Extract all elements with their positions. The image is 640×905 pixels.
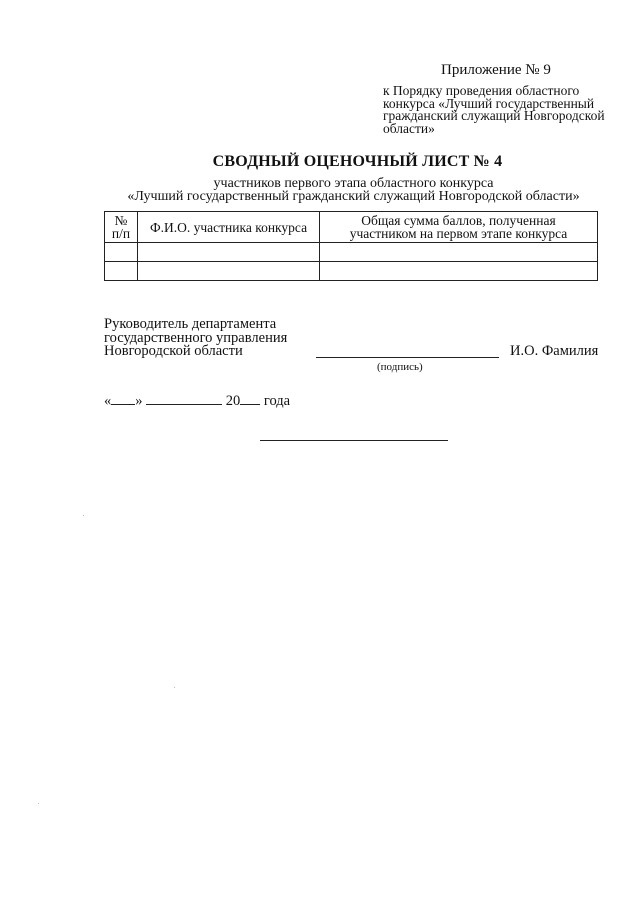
signature-caption: (подпись) [377, 361, 423, 373]
header-text: п/п [111, 226, 131, 241]
header-text: Ф.И.О. участника конкурса [149, 219, 308, 235]
subtitle-line: участников первого этапа областного конкурса [213, 176, 494, 191]
month-blank [146, 392, 222, 405]
appendix-number: Приложение № 9 [441, 62, 551, 78]
signatory-position-line: государственного управления [104, 329, 288, 346]
date-close-quote: » [135, 393, 143, 409]
header-text: № [114, 213, 128, 228]
closing-divider [260, 440, 448, 441]
table-cell [320, 262, 598, 281]
table-cell [320, 243, 598, 262]
year-prefix: 20 [225, 393, 241, 409]
appendix-reference [383, 85, 613, 135]
column-header-number [105, 212, 138, 243]
appendix-reference-line: к Порядку проведения областного [383, 83, 580, 98]
appendix-reference-line: гражданский служащий Новгородской [383, 108, 605, 123]
scan-speck [38, 803, 39, 804]
table-row [105, 243, 598, 262]
signature-line [316, 357, 499, 358]
table-cell [105, 262, 138, 281]
document-title: СВОДНЫЙ ОЦЕНОЧНЫЙ ЛИСТ № 4 [212, 153, 503, 170]
scores-table [104, 211, 598, 281]
subtitle-line: «Лучший государственный гражданский служащий Новгородской области» [127, 189, 580, 204]
scan-speck [174, 687, 175, 688]
signatory-name-placeholder: И.О. Фамилия [510, 343, 599, 359]
table-cell [138, 262, 320, 281]
column-header-name [138, 212, 320, 243]
date-line [104, 392, 290, 410]
table-row [105, 262, 598, 281]
scan-speck [83, 515, 84, 516]
date-open-quote: « [104, 393, 112, 409]
document-subtitle [0, 177, 640, 203]
signatory-position [104, 318, 287, 359]
header-text: участником на первом этапе конкурса [349, 226, 568, 241]
year-blank [240, 392, 260, 405]
day-blank [111, 392, 135, 405]
table-cell [138, 243, 320, 262]
column-header-total-score [320, 212, 598, 243]
header-text: Общая сумма баллов, полученная [361, 213, 556, 228]
appendix-reference-line: конкурса «Лучший государственный [383, 95, 595, 111]
table-cell [105, 243, 138, 262]
appendix-reference-line: области» [383, 120, 435, 136]
signatory-position-line: Руководитель департамента [104, 316, 277, 332]
signatory-position-line: Новгородской области [104, 343, 243, 359]
table-header-row [105, 212, 598, 243]
year-suffix: года [263, 393, 291, 409]
